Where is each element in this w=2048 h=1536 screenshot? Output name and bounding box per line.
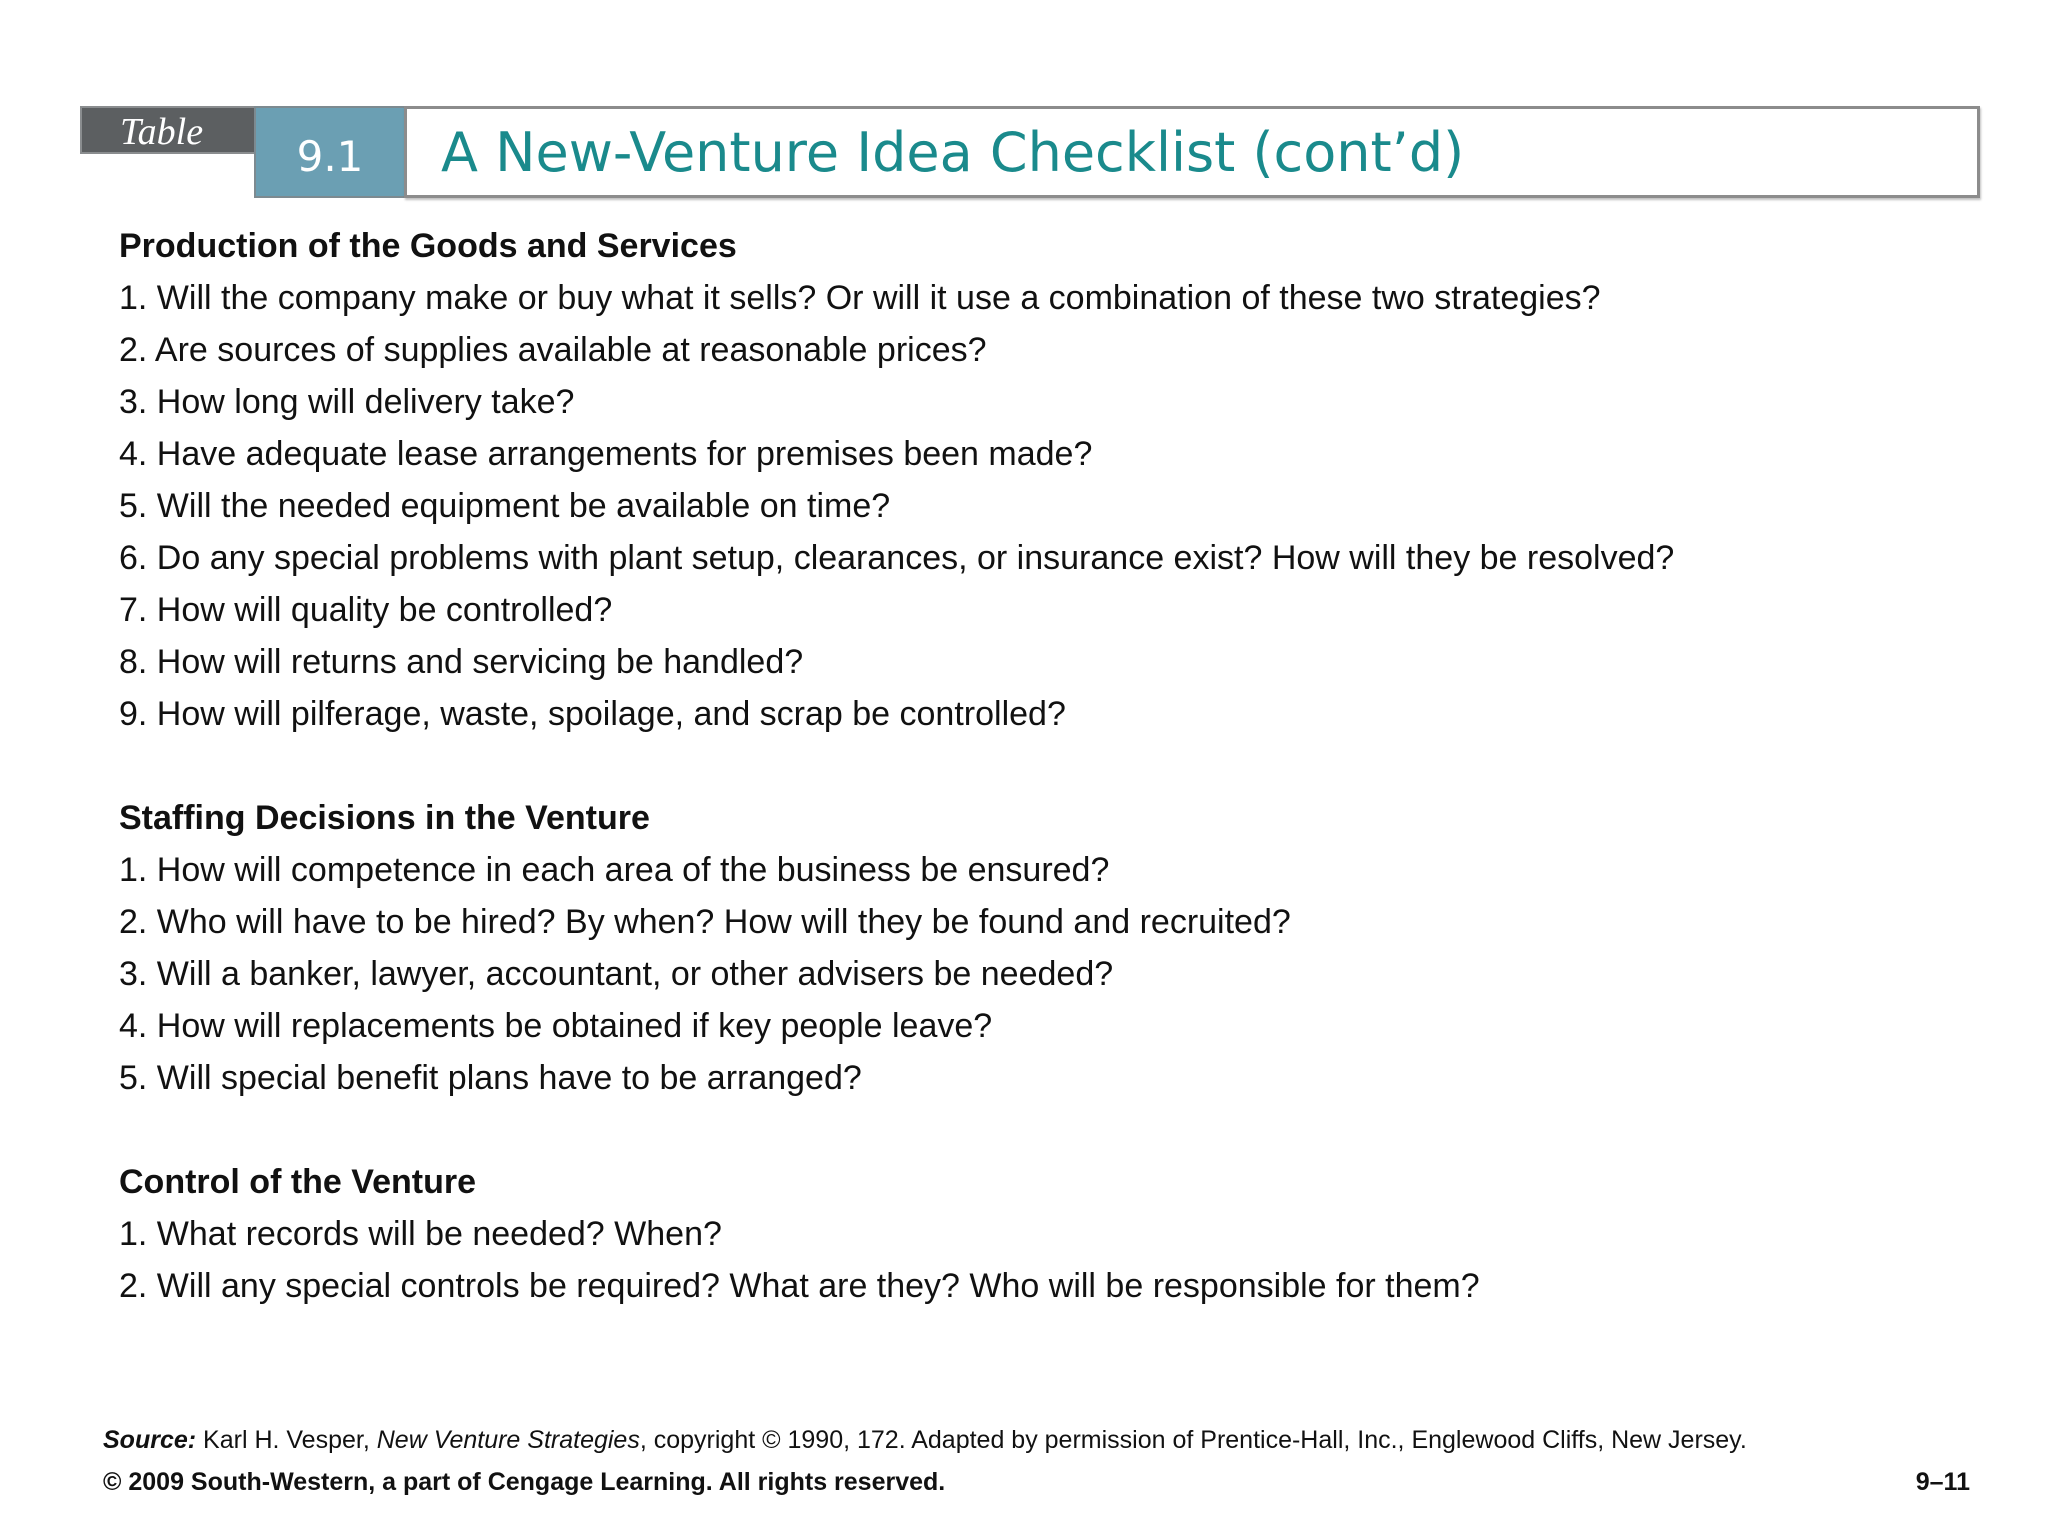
checklist-content	[119, 220, 1969, 1364]
table-number: 9.1	[296, 132, 364, 181]
table-tab	[80, 106, 256, 154]
list-item: 1. What records will be needed? When?	[119, 1215, 722, 1253]
list-item: 7. How will quality be controlled?	[119, 591, 613, 629]
list-item: 4. How will replacements be obtained if key people leave?	[119, 1007, 993, 1045]
section-staffing	[119, 792, 1969, 1104]
section-production	[119, 220, 1969, 740]
list-item: 1. Will the company make or buy what it sells? Or will it use a combination of these two strategies?	[119, 279, 1601, 317]
list-item: 3. Will a banker, lawyer, accountant, or other advisers be needed?	[119, 955, 1114, 993]
section-heading: Control of the Venture	[119, 1163, 476, 1201]
source-author: Karl H. Vesper,	[196, 1426, 377, 1454]
table-tab-label: Table	[120, 111, 204, 153]
page-number: 9–11	[1915, 1468, 1970, 1496]
list-item: 8. How will returns and servicing be handled?	[119, 643, 804, 681]
list-item: 2. Who will have to be hired? By when? How will they be found and recruited?	[119, 903, 1291, 941]
section-heading: Staffing Decisions in the Venture	[119, 799, 650, 837]
source-book-title: New Venture Strategies	[376, 1426, 640, 1454]
source-label: Source:	[103, 1426, 197, 1454]
section-heading: Production of the Goods and Services	[119, 227, 737, 265]
table-number-box	[254, 106, 406, 198]
title-box	[404, 106, 1980, 198]
list-item: 9. How will pilferage, waste, spoilage, and scrap be controlled?	[119, 695, 1066, 733]
copyright-notice: © 2009 South-Western, a part of Cengage Learning. All rights reserved.	[103, 1468, 946, 1496]
list-item: 3. How long will delivery take?	[119, 383, 575, 421]
source-details: , copyright © 1990, 172. Adapted by permission of Prentice-Hall, Inc., Englewood Cliffs, New Jersey.	[639, 1426, 1747, 1454]
list-item: 5. Will special benefit plans have to be arranged?	[119, 1059, 862, 1097]
list-item: 2. Are sources of supplies available at reasonable prices?	[119, 331, 987, 369]
list-item: 2. Will any special controls be required? What are they? Who will be responsible for them?	[119, 1267, 1480, 1305]
list-item: 6. Do any special problems with plant setup, clearances, or insurance exist? How will they be resolved?	[119, 539, 1675, 577]
list-item: 4. Have adequate lease arrangements for premises been made?	[119, 435, 1093, 473]
page-title: A New-Venture Idea Checklist (cont’d)	[441, 121, 1465, 184]
list-item: 1. How will competence in each area of the business be ensured?	[119, 851, 1110, 889]
section-control	[119, 1156, 1969, 1312]
table-header	[80, 106, 1980, 198]
source-citation	[103, 1426, 1747, 1455]
list-item: 5. Will the needed equipment be available on time?	[119, 487, 891, 525]
